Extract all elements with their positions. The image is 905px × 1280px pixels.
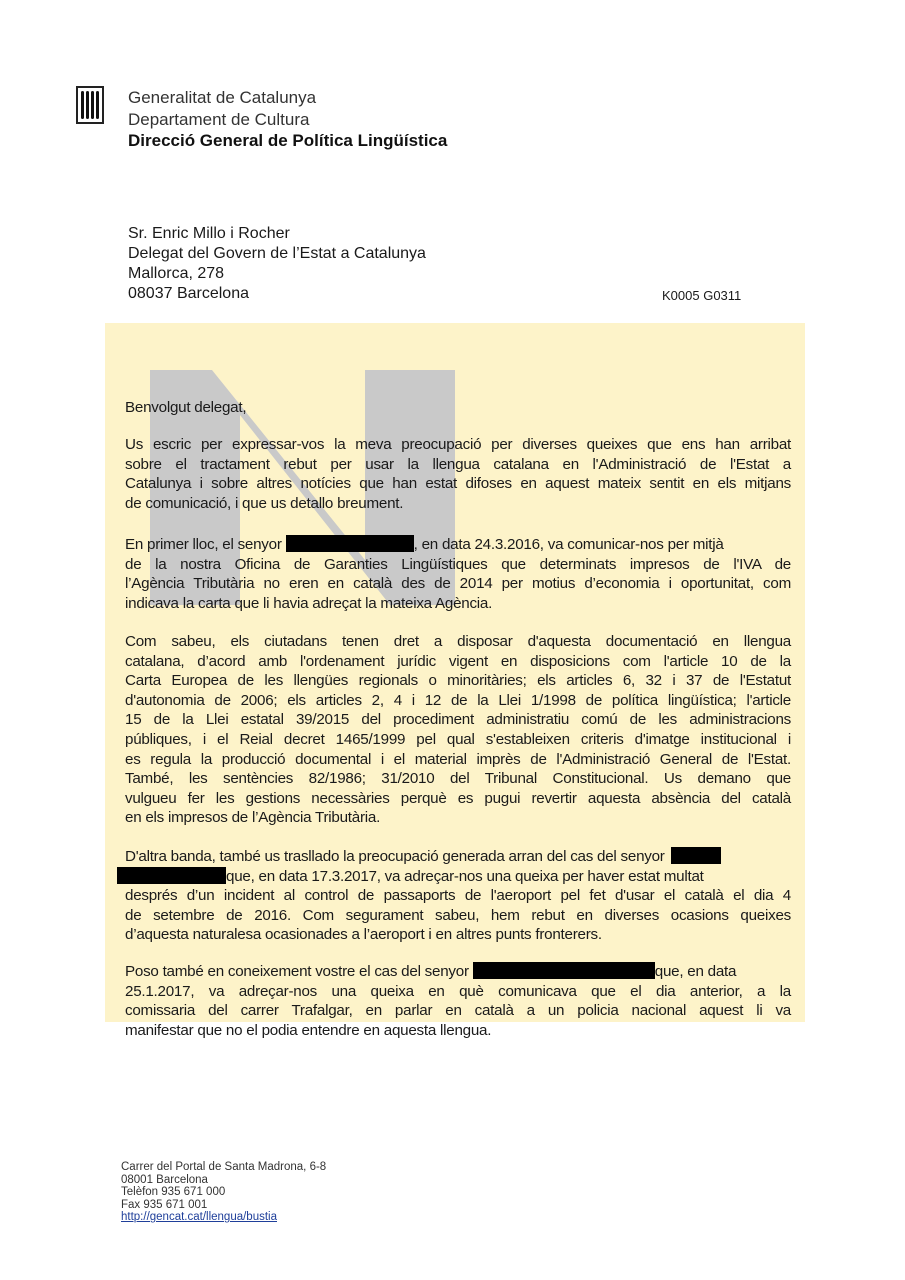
- footer-link[interactable]: http://gencat.cat/llengua/bustia: [121, 1211, 277, 1224]
- footer-fax: Fax 935 671 001: [121, 1198, 208, 1211]
- text-line: [117, 867, 791, 887]
- text-line: [125, 535, 791, 555]
- text-line: en els impresos de l’Agència Tributària.: [125, 809, 381, 827]
- letterhead-directorate: Direcció General de Política Lingüística: [128, 131, 448, 150]
- redaction: [473, 962, 655, 979]
- redaction: [671, 847, 721, 864]
- letterhead-org: Generalitat de Catalunya: [128, 88, 317, 107]
- text-line: També, les sentències 82/1986; 31/2010 del Tribunal Constitucional. Us demano que: [125, 770, 791, 788]
- text-line: de comunicació, i que us detallo breument.: [125, 494, 404, 512]
- text-line: Carta Europea de les llengües regionals o minoritàries; els articles 6, 32 i 37 de l'Estatut: [125, 672, 791, 690]
- paragraph-1: [125, 435, 791, 513]
- text-segment: D'altra banda, també us trasllado la preocupació generada arran del cas del senyor: [125, 848, 665, 865]
- text-line: d’aquesta naturalesa ocasionades a l’aeroport i en altres punts fronterers.: [125, 926, 602, 944]
- recipient-name: Sr. Enric Millo i Rocher: [128, 225, 290, 242]
- text-line: indicava la carta que li havia adreçat la mateixa Agència.: [125, 594, 493, 612]
- text-line: de la nostra Oficina de Garanties Lingüístiques que determinats impresos de l'IVA de: [125, 555, 791, 573]
- recipient-street: Mallorca, 278: [128, 265, 225, 282]
- text-line: 15 de la Llei estatal 39/2015 del procediment administratiu comú de les administracions: [125, 711, 791, 729]
- letterhead: [128, 87, 447, 152]
- footer-street: Carrer del Portal de Santa Madrona, 6-8: [121, 1161, 327, 1173]
- text-line: [125, 962, 791, 982]
- text-segment: , en data 24.3.2016, va comunicar-nos per mitjà: [413, 536, 724, 553]
- paragraph-5: [125, 962, 791, 1040]
- text-line: l’Agència Tributària no eren en català des de 2014 per motius d’economia i oportunitat, com: [125, 575, 791, 593]
- paragraph-4: [125, 847, 791, 945]
- text-line: comissaria del carrer Trafalgar, en parlar en català a un policia nacional aquest li va: [125, 1002, 791, 1020]
- text-segment: que, en data: [654, 963, 737, 980]
- text-segment: En primer lloc, el senyor: [125, 536, 282, 553]
- salutation: Benvolgut delegat,: [125, 399, 247, 416]
- text-line: Catalunya i sobre altres notícies que han estat difoses en aquest mateix sentit en els mitjans: [125, 475, 791, 493]
- recipient-address: [128, 224, 426, 304]
- recipient-title: Delegat del Govern de l’Estat a Catalunya: [128, 245, 426, 262]
- footer-phone: Telèfon 935 671 000: [121, 1186, 226, 1199]
- redaction: [117, 867, 226, 884]
- text-line: [125, 847, 791, 867]
- footer-city: 08001 Barcelona: [121, 1173, 208, 1186]
- text-segment: Poso també en coneixement vostre el cas del senyor: [125, 963, 469, 980]
- text-line: 25.1.2017, va adreçar-nos una queixa en què comunicava que el dia anterior, a la: [125, 982, 791, 1000]
- recipient-city: 08037 Barcelona: [128, 285, 249, 302]
- reference-code: K0005 G0311: [662, 288, 742, 303]
- text-line: catalana, d’acord amb l'ordenament jurídic vigent en disposicions com l'article 10 de la: [125, 652, 791, 670]
- text-line: vulgueu fer les gestions necessàries perquè es pugui revertir aquesta absència del català: [125, 789, 791, 807]
- text-line: després d’un incident al control de passaports de l'aeroport pel fet d'usar el català el dia 4: [125, 887, 791, 905]
- text-line: públiques, i el Reial decret 1465/1999 pel qual s'estableixen criteris d'imatge institucional i: [125, 730, 791, 748]
- text-line: Us escric per expressar-vos la meva preocupació per diverses queixes que ens han arribat: [125, 436, 791, 453]
- text-line: manifestar que no el podia entendre en aquesta llengua.: [125, 1021, 492, 1039]
- redaction: [286, 535, 414, 552]
- text-line: Com sabeu, els ciutadans tenen dret a disposar d'aquesta documentació en llengua: [125, 633, 791, 650]
- paragraph-3: [125, 632, 791, 828]
- paragraph-2: [125, 535, 791, 613]
- text-line: de setembre de 2016. Com segurament sabeu, hem rebut en diverses ocasions queixes: [125, 906, 791, 924]
- generalitat-logo: [76, 86, 104, 124]
- text-line: d'autonomia de 2006; els articles 2, 4 i 12 de la Llei 1/1998 de política lingüística; l'article: [125, 691, 791, 709]
- text-line: sobre el tractament rebut per usar la llengua catalana en l'Administració de l'Estat a: [125, 455, 791, 473]
- letterhead-department: Departament de Cultura: [128, 109, 310, 129]
- text-line: es regula la producció documental i el material imprès de l'Administració General de l'Estat.: [125, 750, 791, 768]
- footer-address: [121, 1161, 326, 1224]
- text-segment: que, en data 17.3.2017, va adreçar-nos una queixa per haver estat multat: [226, 867, 704, 885]
